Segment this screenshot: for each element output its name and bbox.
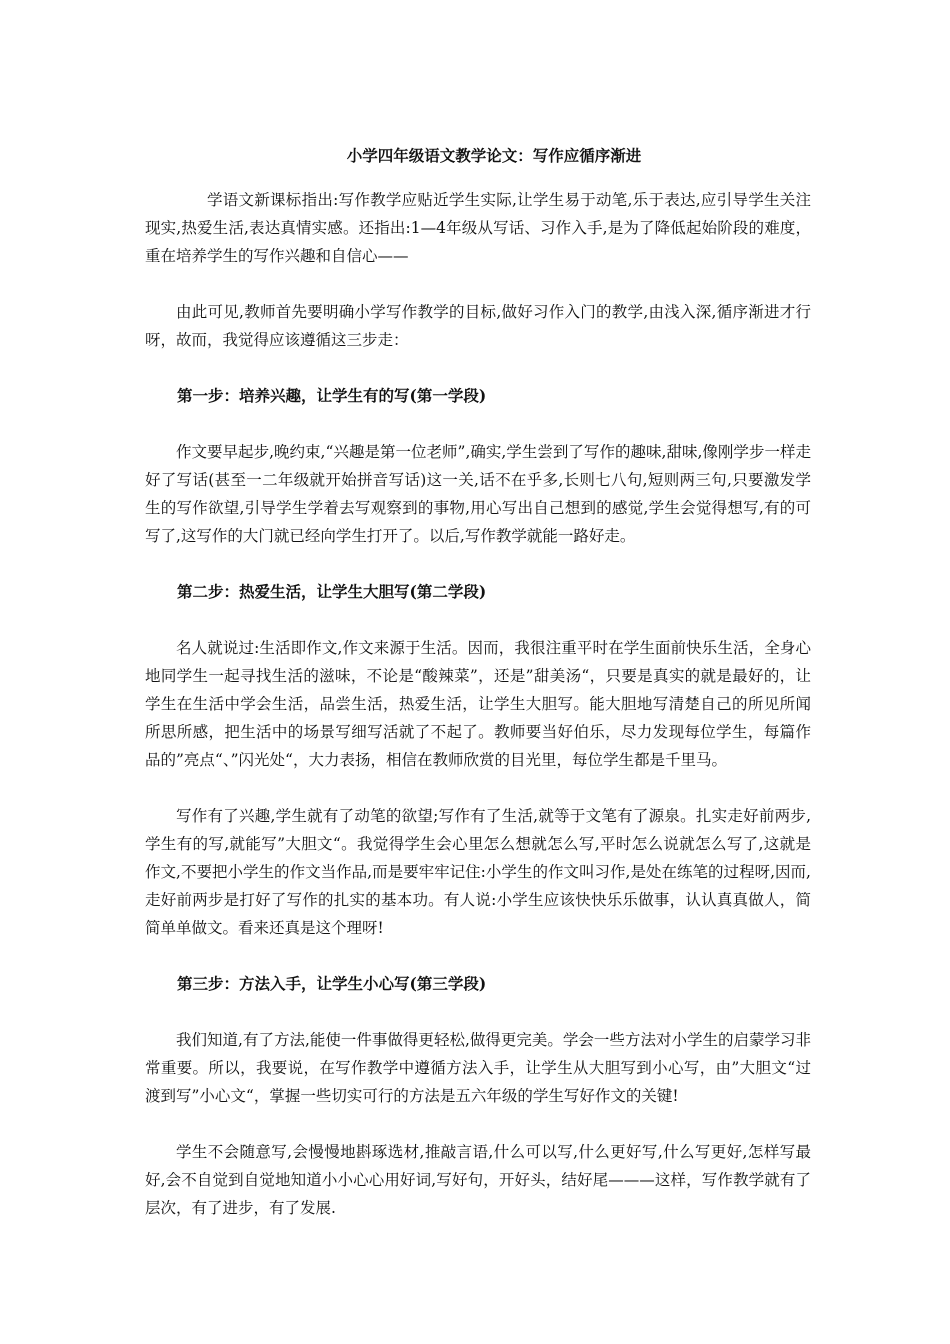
paragraph-gap (145, 550, 811, 578)
document-body (145, 140, 811, 1222)
paragraph-gap (145, 942, 811, 970)
intro-paragraph-1: 学语文新课标指出:写作教学应贴近学生实际,让学生易于动笔,乐于表达,应引导学生关注现实,热爱生活,表达真情实感。还指出:1—4年级从写话、习作入手,是为了降低起始阶段的难度，重在培养学生的写作兴趣和自信心—— (145, 191, 811, 265)
step2-heading: 第二步：热爱生活，让学生大胆写(第二学段) (177, 582, 487, 601)
paragraph-gap (145, 998, 811, 1026)
paragraph-gap (145, 270, 811, 298)
step1-heading: 第一步：培养兴趣，让学生有的写(第一学段) (177, 386, 487, 405)
paragraph-gap (145, 410, 811, 438)
step3-paragraph-2: 学生不会随意写,会慢慢地斟琢选材,推敲言语,什么可以写,什么更好写,什么写更好,怎样写最好,会不自觉到自觉地知道小小心心用好词,写好句，开好头，结好尾———这样，写作教学就有了层次，有了进步，有了发展. (145, 1143, 811, 1217)
paragraph-gap (145, 354, 811, 382)
paragraph-gap (145, 774, 811, 802)
document-title: 小学四年级语文教学论文：写作应循序渐进 (346, 146, 642, 165)
step2-paragraph-1: 名人就说过:生活即作文,作文来源于生活。因而，我很注重平时在学生面前快乐生活，全身心地同学生一起寻找生活的滋味，不论是“酸辣菜”，还是”甜美汤“，只要是真实的就是最好的，让学生在生活中学会生活，品尝生活，热爱生活，让学生大胆写。能大胆地写清楚自己的所见所闻所思所感，把生活中的场景写细写活就了不起了。教师要当好伯乐，尽力发现每位学生，每篇作品的”亮点“、”闪光处“，大力表扬，相信在教师欣赏的目光里，每位学生都是千里马。 (145, 639, 811, 769)
step3-heading: 第三步：方法入手，让学生小心写(第三学段) (177, 974, 487, 993)
step1-paragraph-1: 作文要早起步,晚约束,“兴趣是第一位老师”,确实,学生尝到了写作的趣味,甜味,像刚学步一样走好了写话(甚至一二年级就开始拼音写话)这一关,话不在乎多,长则七八句,短则两三句,只要激发学生的写作欲望,引导学生学着去写观察到的事物,用心写出自己想到的感觉,学生会觉得想写,有的可写了,这写作的大门就已经向学生打开了。以后,写作教学就能一路好走。 (145, 443, 811, 545)
paragraph-gap (145, 606, 811, 634)
step2-paragraph-2: 写作有了兴趣,学生就有了动笔的欲望;写作有了生活,就等于文笔有了源泉。扎实走好前两步,学生有的写,就能写”大胆文“。我觉得学生会心里怎么想就怎么写,平时怎么说就怎么写了,这就是作文,不要把小学生的作文当作品,而是要牢牢记住:小学生的作文叫习作,是处在练笔的过程呀,因而,走好前两步是打好了写作的扎实的基本功。有人说:小学生应该快快乐乐做事，认认真真做人，简简单单做文。看来还真是这个理呀! (145, 807, 811, 937)
step3-paragraph-1: 我们知道,有了方法,能使一件事做得更轻松,做得更完美。学会一些方法对小学生的启蒙学习非常重要。所以，我要说，在写作教学中遵循方法入手，让学生从大胆写到小心写，由”大胆文“过渡到写”小心文“，掌握一些切实可行的方法是五六年级的学生写好作文的关键! (145, 1031, 811, 1105)
paragraph-gap (145, 1110, 811, 1138)
intro-paragraph-2: 由此可见,教师首先要明确小学写作教学的目标,做好习作入门的教学,由浅入深,循序渐进才行呀，故而，我觉得应该遵循这三步走： (145, 303, 811, 349)
